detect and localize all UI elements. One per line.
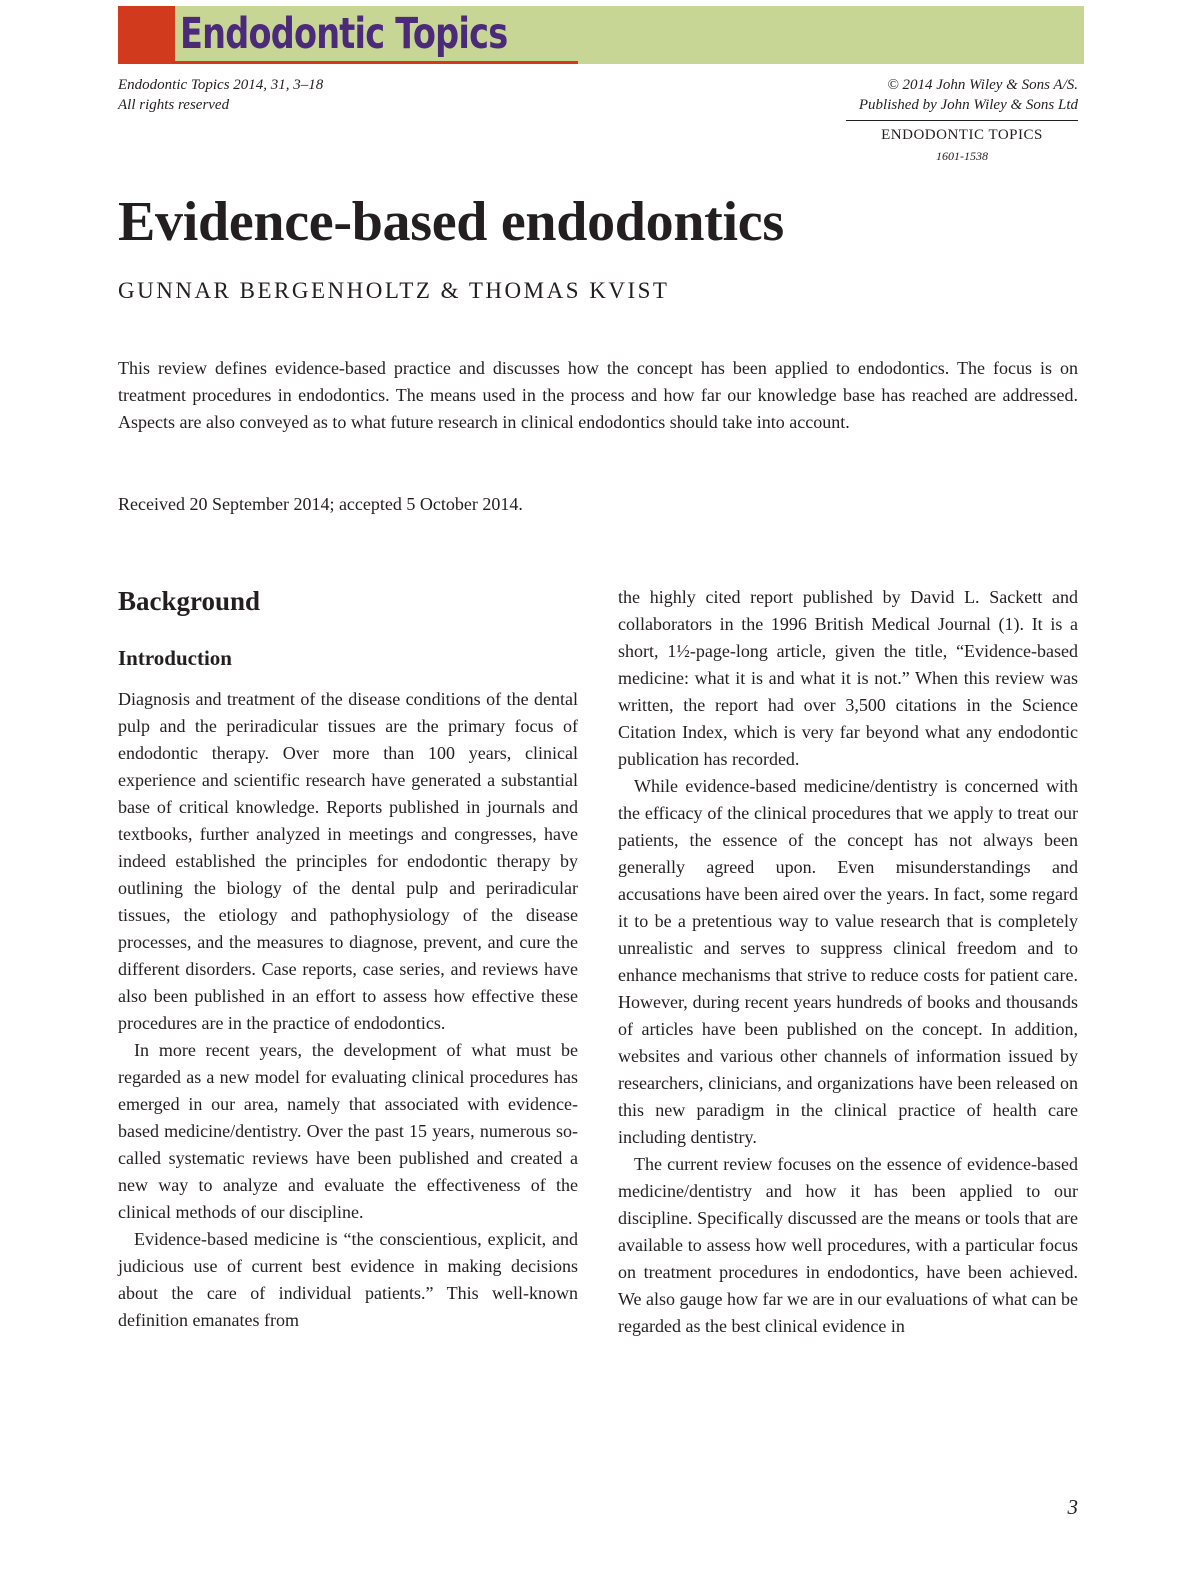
body-paragraph: While evidence-based medicine/dentistry is concerned with the efficacy of the clinical procedures that we apply to treat our patients, the essence of the concept has not always been generally agreed upon. Even misunderstandings and accusations have been aired over the years. In fact, some regard it to be a pretentious way to value research that is completely unrealistic and serves to suppress clinical freedom and to enhance mechanisms that strive to reduce costs for patient care. However, during recent years hundreds of books and thousands of articles have been published on the concept. In addition, websites and various other channels of information issued by researchers, clinicians, and organizations have been released on this new paradigm in the clinical practice of health care including dentistry. xyxy=(618,776,1078,1147)
page-number: 3 xyxy=(1067,1495,1078,1519)
article-title: Evidence-based endodontics xyxy=(118,191,784,253)
body-paragraph: Evidence-based medicine is “the conscientious, explicit, and judicious use of current best evidence in making decisions about the care of individual patients.” This well-known definition emanates from xyxy=(118,1229,578,1330)
journal-banner-title: Endodontic Topics xyxy=(180,9,508,59)
publisher-line: Published by John Wiley & Sons Ltd xyxy=(858,97,1078,113)
left-column xyxy=(118,584,578,1334)
body-paragraph: In more recent years, the development of what must be regarded as a new model for evaluating clinical procedures has emerged in our area, namely that associated with evidence-based medicine/dentistry. Over the past 15 years, numerous so-called systematic reviews have been published and created a new way to analyze and evaluate the effectiveness of the clinical methods of our discipline. xyxy=(118,1040,578,1222)
copyright-line: © 2014 John Wiley & Sons A/S. xyxy=(887,77,1078,93)
body-paragraph: Diagnosis and treatment of the disease conditions of the dental pulp and the periradicular tissues are the primary focus of endodontic therapy. Over more than 100 years, clinical experience and scientific research have generated a substantial base of critical knowledge. Reports published in journals and textbooks, further analyzed in meetings and congresses, have indeed established the principles for endodontic therapy by outlining the biology of the dental pulp and periradicular tissues, the etiology and pathophysiology of the disease processes, and the measures to diagnose, prevent, and cure the different disorders. Case reports, case series, and reviews have also been published in an effort to assess how effective these procedures are in the practice of endodontics. xyxy=(118,689,578,1033)
banner-underline xyxy=(175,61,578,64)
received-dates: Received 20 September 2014; accepted 5 October 2014. xyxy=(118,494,523,514)
article-authors: GUNNAR BERGENHOLTZ & THOMAS KVIST xyxy=(118,278,670,303)
section-heading: Background xyxy=(118,586,261,616)
body-paragraph: The current review focuses on the essence of evidence-based medicine/dentistry and how it has been applied to our discipline. Specifically discussed are the means or tools that are available to assess how well procedures, with a particular focus on treatment procedures in endodontics, have been achieved. We also gauge how far we are in our evaluations of what can be regarded as the best clinical evidence in xyxy=(618,1154,1078,1336)
journal-name: ENDODONTIC TOPICS xyxy=(881,127,1043,143)
banner-accent-block xyxy=(118,6,175,64)
publisher-divider xyxy=(846,120,1078,121)
abstract: This review defines evidence-based practice and discusses how the concept has been applied to endodontics. The focus is on treatment procedures in endodontics. The means used in the process and how far our knowledge base has reached are addressed. Aspects are also conveyed as to what future research in clinical endodontics should take into account. xyxy=(118,358,1078,432)
citation-block xyxy=(118,75,323,115)
publisher-block xyxy=(859,75,1078,115)
subsection-heading: Introduction xyxy=(118,646,232,670)
right-column xyxy=(618,584,1078,1340)
citation-line: Endodontic Topics 2014, 31, 3–18 xyxy=(118,77,324,93)
issn: 1601-1538 xyxy=(936,149,988,163)
body-paragraph: the highly cited report published by David L. Sackett and collaborators in the 1996 British Medical Journal (1). It is a short, 1½-page-long article, given the title, “Evidence-based medicine: what it is and what it is not.” When this review was written, the report had over 3,500 citations in the Science Citation Index, which is very far beyond what any endodontic publication has recorded. xyxy=(618,587,1078,769)
rights-line: All rights reserved xyxy=(118,97,230,113)
journal-banner xyxy=(118,6,1084,64)
